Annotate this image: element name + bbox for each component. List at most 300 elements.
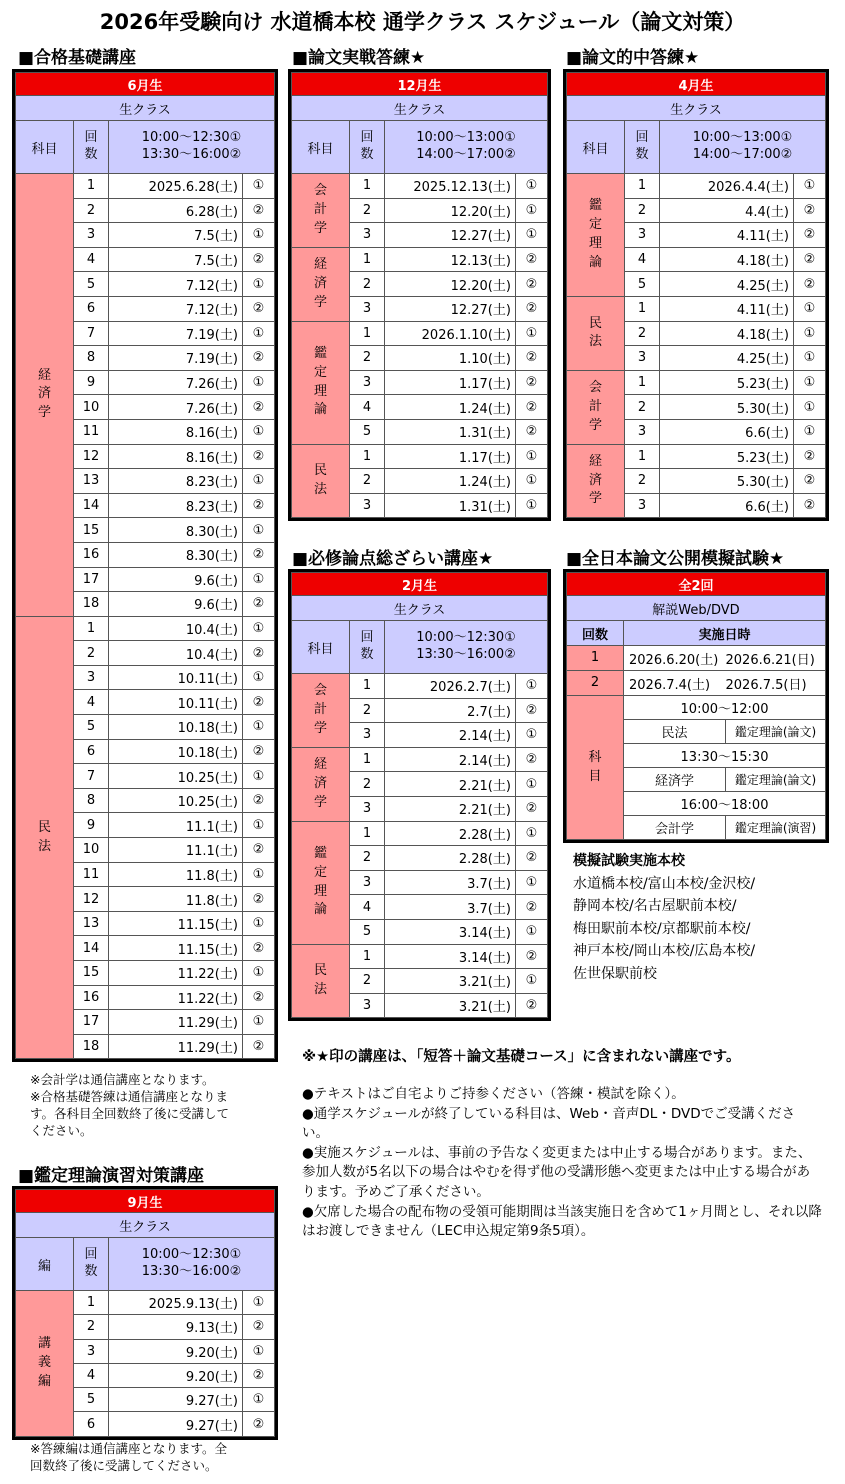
session-number: 4: [350, 395, 385, 420]
session-slot: ②: [515, 796, 547, 821]
session-number: 2: [350, 698, 385, 723]
session-slot: ②: [515, 346, 547, 371]
session-slot: ②: [242, 641, 274, 666]
session-date: 1.10(土): [385, 346, 516, 371]
time-header: 10:00～12:30① 13:30～16:00②: [109, 121, 275, 174]
session-slot: ①: [242, 616, 274, 641]
session-number: 1: [350, 444, 385, 469]
session-date: 1.31(土): [385, 419, 516, 444]
session-date: 2026.4.4(土): [660, 174, 794, 199]
session-number: 3: [350, 723, 385, 748]
session-number: 16: [74, 985, 109, 1010]
mock-count: 全2回: [567, 573, 826, 596]
session-slot: ②: [515, 993, 547, 1018]
session-slot: ②: [793, 247, 825, 272]
subject-cell: 講 義 編: [16, 1291, 74, 1437]
session-number: 6: [74, 739, 109, 764]
session-number: 1: [350, 247, 385, 272]
session-slot: ②: [242, 542, 274, 567]
session-slot: ①: [242, 813, 274, 838]
session-date: 8.16(土): [109, 419, 243, 444]
session-number: 14: [74, 936, 109, 961]
kiso-notes: ※会計学は通信講座となります。 ※合格基礎答練は通信講座となりま す。各科目全回数終了後に受講して ください。: [30, 1072, 230, 1138]
bullet-list: [302, 1085, 822, 1242]
session-date: 2.21(土): [385, 796, 516, 821]
session-date: 12.27(土): [385, 296, 516, 321]
session-number: 2: [625, 469, 660, 494]
session-date: 3.7(土): [385, 895, 516, 920]
session-number: 18: [74, 1034, 109, 1059]
subject-cell: 会 計 学: [292, 174, 350, 248]
session-number: 3: [625, 493, 660, 518]
session-date: 9.20(土): [109, 1339, 243, 1363]
mock-session-1-time: 10:00～12:00: [624, 696, 826, 720]
session-slot: ②: [793, 469, 825, 494]
course-month: 6月生: [16, 73, 275, 96]
session-date: 11.8(土): [109, 862, 243, 887]
session-number: 6: [74, 296, 109, 321]
session-slot: ②: [793, 198, 825, 223]
session-slot: ②: [242, 592, 274, 617]
session-date: 9.6(土): [109, 567, 243, 592]
session-slot: ①: [515, 919, 547, 944]
session-date: 2.7(土): [385, 698, 516, 723]
session-slot: ②: [242, 247, 274, 272]
session-number: 4: [350, 895, 385, 920]
bullet-item: ●実施スケジュールは、事前の予告なく変更または中止する場合があります。また、参加人数が5名以下の場合はやむを得ず他の受講形態へ変更または中止する場合があります。予めご了承ください。: [302, 1144, 812, 1200]
session-number: 2: [350, 969, 385, 994]
session-number: 2: [350, 846, 385, 871]
session-date: 4.18(土): [660, 321, 794, 346]
session-date: 10.25(土): [109, 788, 243, 813]
session-number: 8: [74, 346, 109, 371]
session-number: 5: [625, 272, 660, 297]
session-date: 2.14(土): [385, 747, 516, 772]
session-slot: ①: [242, 370, 274, 395]
mock-row-2-d2: 2026.7.5(日): [726, 671, 826, 696]
bullet-item: ●通学スケジュールが終了している科目は、Web・音声DL・DVDでご受講ください。: [302, 1105, 796, 1142]
session-slot: ①: [793, 370, 825, 395]
session-number: 3: [350, 870, 385, 895]
session-date: 11.29(土): [109, 1010, 243, 1035]
mock-school-line: 静岡本校/名古屋駅前本校/: [573, 898, 737, 914]
mock-row-1-d2: 2026.6.21(日): [726, 646, 826, 671]
time-header: 10:00～12:30① 13:30～16:00②: [109, 1238, 275, 1291]
subject-header: 科目: [292, 621, 350, 674]
mock-school-line: 梅田駅前本校/京都駅前本校/: [573, 920, 751, 937]
session-slot: ②: [515, 272, 547, 297]
session-slot: ①: [515, 870, 547, 895]
session-slot: ①: [515, 493, 547, 518]
session-slot: ①: [242, 518, 274, 543]
count-header: 回 数: [350, 621, 385, 674]
mock-session-2-time: 13:30～15:30: [624, 744, 826, 768]
session-number: 2: [350, 272, 385, 297]
session-number: 1: [350, 674, 385, 699]
session-date: 2.28(土): [385, 846, 516, 871]
session-number: 10: [74, 838, 109, 863]
session-slot: ①: [242, 715, 274, 740]
session-number: 12: [74, 444, 109, 469]
session-date: 11.1(土): [109, 838, 243, 863]
session-number: 2: [625, 198, 660, 223]
session-date: 11.15(土): [109, 936, 243, 961]
session-slot: ②: [515, 944, 547, 969]
session-slot: ②: [242, 838, 274, 863]
session-number: 3: [350, 370, 385, 395]
session-slot: ②: [515, 395, 547, 420]
count-header: 回 数: [74, 121, 109, 174]
course-month: 12月生: [292, 73, 548, 96]
session-slot: ②: [242, 395, 274, 420]
subject-cell: 経 済 学: [292, 247, 350, 321]
session-number: 7: [74, 321, 109, 346]
session-number: 4: [625, 247, 660, 272]
schedule-tekichu: [563, 69, 829, 521]
session-number: 1: [350, 944, 385, 969]
subject-cell: 経 済 学: [292, 747, 350, 821]
session-slot: ②: [242, 1034, 274, 1059]
subject-cell: 鑑 定 理 論: [567, 174, 625, 297]
session-number: 4: [74, 247, 109, 272]
session-number: 1: [625, 444, 660, 469]
session-date: 1.24(土): [385, 469, 516, 494]
session-number: 3: [350, 493, 385, 518]
session-number: 1: [625, 296, 660, 321]
session-slot: ①: [515, 174, 547, 199]
session-slot: ①: [515, 674, 547, 699]
mock-row-2-n: 2: [567, 671, 624, 696]
session-date: 11.22(土): [109, 985, 243, 1010]
session-date: 12.13(土): [385, 247, 516, 272]
mock-exam-table: [563, 569, 829, 843]
session-number: 1: [350, 174, 385, 199]
session-date: 7.26(土): [109, 370, 243, 395]
session-slot: ②: [793, 223, 825, 248]
session-slot: ②: [242, 1315, 274, 1339]
time-header: 10:00～13:00① 14:00～17:00②: [385, 121, 548, 174]
mock-session-1-right: 鑑定理論(論文): [726, 720, 826, 744]
time-header: 10:00～13:00① 14:00～17:00②: [660, 121, 826, 174]
session-slot: ①: [515, 444, 547, 469]
session-slot: ①: [515, 469, 547, 494]
class-type: 生クラス: [16, 96, 275, 121]
session-date: 4.25(土): [660, 272, 794, 297]
schedule-kiso: [12, 69, 278, 1062]
session-slot: ②: [242, 985, 274, 1010]
session-number: 3: [625, 223, 660, 248]
session-date: 7.19(土): [109, 346, 243, 371]
session-date: 2.14(土): [385, 723, 516, 748]
heading-jissen: ■論文実戦答練★: [292, 48, 426, 68]
session-date: 2025.9.13(土): [109, 1291, 243, 1315]
bullet-item: ●欠席した場合の配布物の受領可能期間は当該実施日を含めて1ヶ月間とし、それ以降はお渡しできません（LEC申込規定第9条5項）。: [302, 1203, 822, 1240]
session-slot: ②: [793, 444, 825, 469]
session-slot: ②: [515, 846, 547, 871]
session-slot: ①: [242, 469, 274, 494]
session-date: 11.8(土): [109, 887, 243, 912]
subject-cell: 民 法: [292, 444, 350, 518]
session-date: 10.4(土): [109, 616, 243, 641]
session-date: 3.21(土): [385, 969, 516, 994]
subject-cell: 経 済 学: [567, 444, 625, 518]
session-date: 3.21(土): [385, 993, 516, 1018]
mock-session-3-right: 鑑定理論(演習): [726, 816, 826, 840]
session-date: 5.23(土): [660, 444, 794, 469]
session-date: 4.18(土): [660, 247, 794, 272]
subject-cell: 会 計 学: [567, 370, 625, 444]
session-date: 9.27(土): [109, 1412, 243, 1436]
subject-header: 科目: [567, 121, 625, 174]
heading-kiso: ■合格基礎講座: [18, 48, 137, 68]
mock-sub: 解説Web/DVD: [567, 596, 826, 621]
session-slot: ①: [515, 223, 547, 248]
session-date: 8.16(土): [109, 444, 243, 469]
session-slot: ②: [242, 1363, 274, 1387]
session-date: 2026.1.10(土): [385, 321, 516, 346]
session-number: 1: [74, 616, 109, 641]
session-number: 3: [74, 665, 109, 690]
session-number: 15: [74, 518, 109, 543]
heading-tekichu: ■論文的中答練★: [566, 48, 700, 68]
session-number: 2: [350, 346, 385, 371]
subject-cell: 鑑 定 理 論: [292, 821, 350, 944]
session-date: 3.14(土): [385, 919, 516, 944]
session-slot: ①: [515, 821, 547, 846]
session-date: 7.5(土): [109, 247, 243, 272]
session-date: 5.30(土): [660, 395, 794, 420]
session-number: 2: [350, 469, 385, 494]
session-number: 3: [350, 296, 385, 321]
session-number: 1: [74, 1291, 109, 1315]
session-number: 11: [74, 862, 109, 887]
session-slot: ①: [242, 272, 274, 297]
session-date: 8.30(土): [109, 542, 243, 567]
session-date: 10.18(土): [109, 715, 243, 740]
session-number: 16: [74, 542, 109, 567]
course-month: 4月生: [567, 73, 826, 96]
session-slot: ①: [793, 296, 825, 321]
session-date: 9.13(土): [109, 1315, 243, 1339]
session-slot: ①: [515, 772, 547, 797]
session-date: 10.25(土): [109, 764, 243, 789]
subject-header: 科目: [16, 121, 74, 174]
session-date: 8.30(土): [109, 518, 243, 543]
session-slot: ②: [515, 370, 547, 395]
session-slot: ②: [242, 887, 274, 912]
session-number: 17: [74, 567, 109, 592]
session-number: 1: [350, 321, 385, 346]
count-header: 回 数: [350, 121, 385, 174]
count-header: 回 数: [625, 121, 660, 174]
session-slot: ②: [242, 1412, 274, 1436]
session-number: 9: [74, 370, 109, 395]
session-slot: ②: [793, 272, 825, 297]
session-date: 4.4(土): [660, 198, 794, 223]
session-date: 9.6(土): [109, 592, 243, 617]
session-number: 3: [625, 419, 660, 444]
session-date: 7.26(土): [109, 395, 243, 420]
session-date: 12.27(土): [385, 223, 516, 248]
session-date: 11.22(土): [109, 961, 243, 986]
session-date: 7.12(土): [109, 272, 243, 297]
session-date: 8.23(土): [109, 493, 243, 518]
session-slot: ①: [242, 862, 274, 887]
session-slot: ②: [515, 247, 547, 272]
session-number: 9: [74, 813, 109, 838]
session-number: 4: [74, 690, 109, 715]
subject-cell: 会 計 学: [292, 674, 350, 748]
session-slot: ②: [242, 493, 274, 518]
mock-school-line: 神戸本校/岡山本校/広島本校/: [573, 943, 756, 959]
session-slot: ②: [793, 493, 825, 518]
session-date: 10.11(土): [109, 690, 243, 715]
session-slot: ①: [242, 1010, 274, 1035]
session-number: 2: [350, 772, 385, 797]
session-number: 3: [74, 223, 109, 248]
session-slot: ②: [242, 346, 274, 371]
session-date: 3.7(土): [385, 870, 516, 895]
mock-col-count: 回数: [567, 621, 624, 646]
session-number: 10: [74, 395, 109, 420]
mock-schools: [573, 850, 755, 985]
session-date: 1.31(土): [385, 493, 516, 518]
session-number: 3: [74, 1339, 109, 1363]
session-slot: ①: [242, 911, 274, 936]
session-number: 1: [350, 821, 385, 846]
session-slot: ①: [515, 198, 547, 223]
session-number: 3: [350, 223, 385, 248]
session-slot: ②: [242, 444, 274, 469]
session-slot: ①: [242, 764, 274, 789]
session-date: 1.24(土): [385, 395, 516, 420]
session-date: 2025.12.13(土): [385, 174, 516, 199]
session-number: 1: [625, 370, 660, 395]
session-slot: ②: [242, 690, 274, 715]
mock-schools-title: 模擬試験実施本校: [573, 853, 685, 869]
session-date: 3.14(土): [385, 944, 516, 969]
subject-cell: 民 法: [16, 616, 74, 1059]
class-type: 生クラス: [292, 96, 548, 121]
session-slot: ①: [242, 321, 274, 346]
page-title: 2026年受験向け 水道橋本校 通学クラス スケジュール（論文対策）: [99, 10, 746, 34]
session-slot: ①: [242, 1339, 274, 1363]
session-slot: ①: [242, 665, 274, 690]
session-number: 2: [350, 198, 385, 223]
session-date: 12.20(土): [385, 272, 516, 297]
session-slot: ②: [515, 419, 547, 444]
count-header: 回 数: [74, 1238, 109, 1291]
session-date: 7.12(土): [109, 296, 243, 321]
star-note: ※★印の講座は、「短答＋論文基礎コース」に含まれない講座です。: [302, 1049, 741, 1065]
session-number: 2: [625, 395, 660, 420]
session-number: 5: [74, 272, 109, 297]
session-slot: ①: [515, 969, 547, 994]
session-number: 7: [74, 764, 109, 789]
mock-session-3-time: 16:00～18:00: [624, 792, 826, 816]
session-slot: ①: [242, 223, 274, 248]
session-date: 6.28(土): [109, 198, 243, 223]
session-number: 1: [74, 174, 109, 199]
session-slot: ①: [242, 961, 274, 986]
session-date: 9.27(土): [109, 1388, 243, 1412]
session-slot: ①: [515, 723, 547, 748]
session-number: 15: [74, 961, 109, 986]
course-month: 9月生: [16, 1190, 275, 1213]
course-month: 2月生: [292, 573, 548, 596]
session-date: 12.20(土): [385, 198, 516, 223]
class-type: 生クラス: [567, 96, 826, 121]
subject-header: 科目: [292, 121, 350, 174]
session-number: 2: [74, 641, 109, 666]
session-date: 7.19(土): [109, 321, 243, 346]
session-slot: ②: [515, 747, 547, 772]
session-number: 2: [74, 1315, 109, 1339]
mock-subject-label: 科 目: [567, 696, 624, 840]
session-slot: ①: [793, 174, 825, 199]
session-number: 12: [74, 887, 109, 912]
session-number: 11: [74, 419, 109, 444]
heading-mock: ■全日本論文公開模擬試験★: [566, 549, 785, 569]
session-number: 2: [74, 198, 109, 223]
schedule-zarai: [288, 569, 551, 1021]
session-slot: ②: [242, 788, 274, 813]
mock-school-line: 佐世保駅前校: [573, 965, 657, 982]
session-date: 8.23(土): [109, 469, 243, 494]
mock-school-line: 水道橋本校/富山本校/金沢校/: [573, 875, 756, 892]
session-slot: ②: [515, 296, 547, 321]
session-slot: ①: [793, 395, 825, 420]
enshu-notes: ※答練編は通信講座となります。全 回数終了後に受講してください。: [30, 1441, 227, 1473]
session-date: 7.5(土): [109, 223, 243, 248]
session-date: 6.6(土): [660, 419, 794, 444]
session-date: 2.21(土): [385, 772, 516, 797]
class-type: 生クラス: [292, 596, 548, 621]
session-date: 5.30(土): [660, 469, 794, 494]
session-date: 1.17(土): [385, 444, 516, 469]
subject-cell: 民 法: [292, 944, 350, 1018]
mock-col-date: 実施日時: [624, 621, 826, 646]
session-number: 18: [74, 592, 109, 617]
session-slot: ②: [515, 895, 547, 920]
mock-session-2-right: 鑑定理論(論文): [726, 768, 826, 792]
subject-cell: 民 法: [567, 296, 625, 370]
session-number: 2: [625, 321, 660, 346]
session-date: 5.23(土): [660, 370, 794, 395]
session-number: 4: [74, 1363, 109, 1387]
session-slot: ①: [793, 419, 825, 444]
session-number: 8: [74, 788, 109, 813]
time-header: 10:00～12:30① 13:30～16:00②: [385, 621, 548, 674]
session-date: 2.28(土): [385, 821, 516, 846]
subject-header: 編: [16, 1238, 74, 1291]
session-slot: ①: [242, 1388, 274, 1412]
session-date: 10.11(土): [109, 665, 243, 690]
schedule-jissen: [288, 69, 551, 521]
session-slot: ①: [515, 321, 547, 346]
mock-session-1-left: 民法: [624, 720, 726, 744]
session-number: 1: [350, 747, 385, 772]
session-number: 6: [74, 1412, 109, 1436]
session-date: 10.4(土): [109, 641, 243, 666]
session-date: 6.6(土): [660, 493, 794, 518]
session-date: 9.20(土): [109, 1363, 243, 1387]
mock-row-2-d1: 2026.7.4(土): [624, 671, 726, 696]
session-slot: ①: [793, 346, 825, 371]
session-slot: ②: [242, 739, 274, 764]
session-date: 11.15(土): [109, 911, 243, 936]
session-number: 3: [350, 796, 385, 821]
